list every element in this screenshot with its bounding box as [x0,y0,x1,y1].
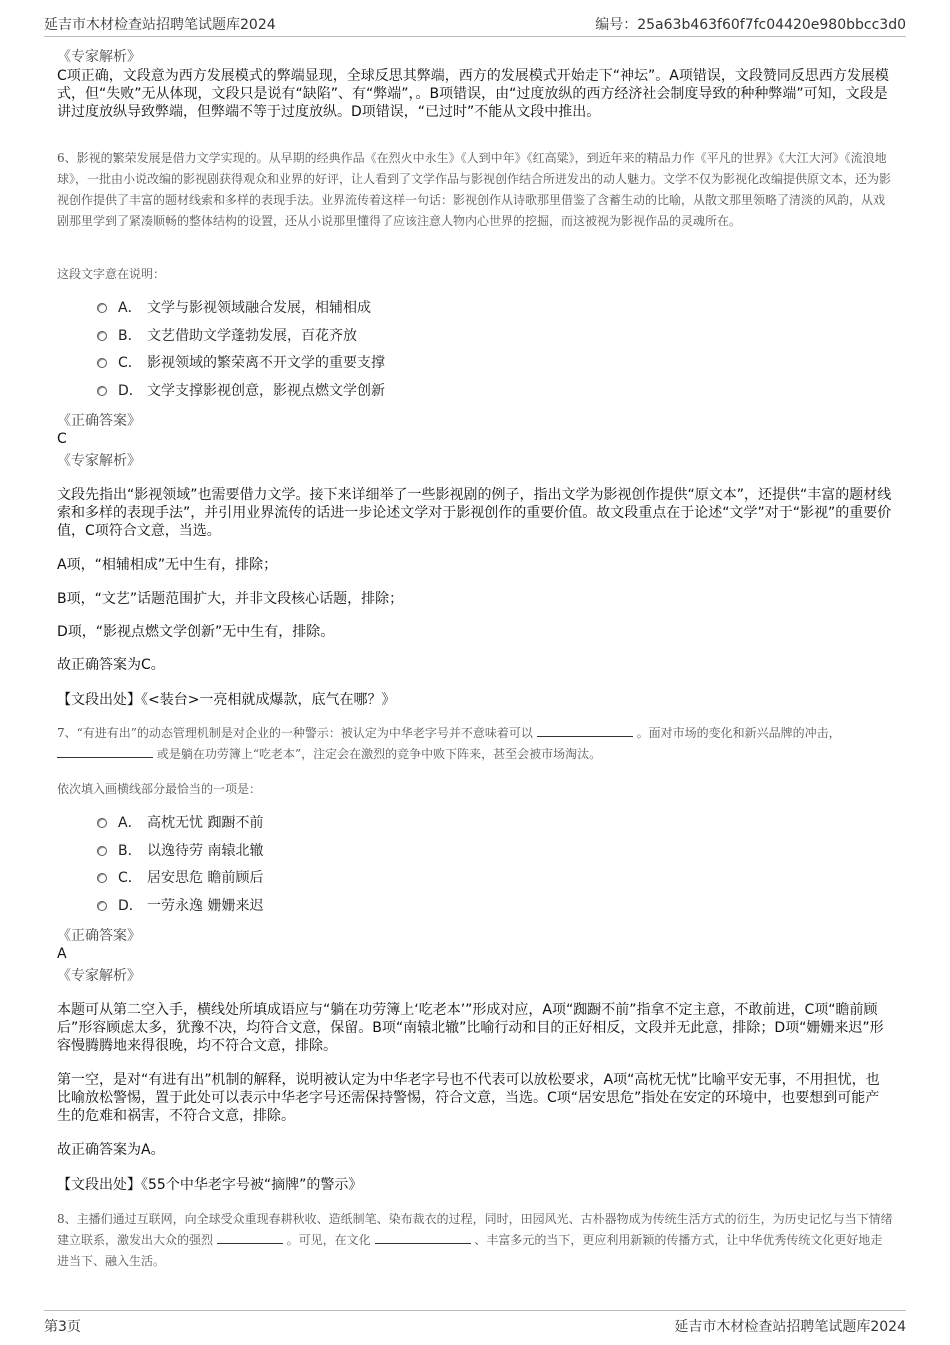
q6-analysis-p2: A项，“相辅相成”无中生有，排除； [57,557,278,573]
radio-icon[interactable] [97,358,107,368]
page-header [44,0,906,37]
page-number: 第3页 [44,1319,81,1335]
q7-stem-part-a: 7、“有进有出”的动态管理机制是对企业的一种警示：被认定为中华老字号并不意味着可以 [57,726,533,740]
q7-analysis-p1: 本题可从第二空入手，横线处所填成语应与“躺在功劳簿上‘吃老本’”形成对应，A项“踟蹰不前”指拿不定主意，不敢前进，C项“瞻前顾后”形容顾虑太多，犹豫不决，均符合文意，保留。B项“南辕北辙”比喻行动和目的正好相反，文段并无此意，排除；D项“姗姗来迟”形容慢腾腾地来得很晚，均不符合文意，排除。 [57,1002,884,1054]
q7-source: 【文段出处】《55个中华老字号被“摘牌”的警示》 [57,1177,363,1193]
q7-answer-label: 《正确答案》 [57,928,141,944]
q6-analysis-p3: B项，“文艺”话题范围扩大，并非文段核心话题，排除； [57,591,404,607]
option-letter: C． [118,355,142,371]
option-letter: A． [118,300,142,316]
header-title: 延吉市木材检查站招聘笔试题库2024 [44,17,276,33]
q8-stem-part-c: 、丰富多元的当下，更应利用新颖的传播方式，让中华优秀传统文化更好地走进当下、融入生活。 [57,1233,883,1268]
q6-expert-label: 《专家解析》 [57,453,141,469]
q8-stem-part-b: 。可见，在文化 [286,1233,371,1247]
radio-icon[interactable] [97,846,107,856]
q6-answer-label: 《正确答案》 [57,413,141,429]
blank-line [375,1231,471,1244]
option-letter: D． [118,898,143,914]
q7-stem [57,723,893,765]
option-text: 以逸待劳 南辕北辙 [147,843,264,859]
header-doc-id: 编号：25a63b463f60f7fc04420e980bbcc3d0 [595,17,906,33]
option-text: 文学支撑影视创意，影视点燃文学创新 [147,383,385,399]
radio-icon[interactable] [97,331,107,341]
radio-icon[interactable] [97,901,107,911]
q7-analysis-p3: 故正确答案为A。 [57,1142,165,1158]
option-text: 文学与影视领域融合发展，相辅相成 [147,300,371,316]
q8-stem [57,1209,893,1272]
radio-icon[interactable] [97,303,107,313]
option-text: 高枕无忧 踟蹰不前 [147,815,264,831]
option-text: 居安思危 瞻前顾后 [147,870,264,886]
q7-analysis-p2: 第一空，是对“有进有出”机制的解释，说明被认定为中华老字号也不代表可以放松要求，A项“高枕无忧”比喻平安无事，不用担忧，也比喻放松警惕，置于此处可以表示中华老字号还需保持警惕，符合文意，当选。C项“居安思危”指处在安定的环境中，也要想到可能产生的危难和祸害，不符合文意，排除。 [57,1072,880,1124]
prev-expert-label: 《专家解析》 [57,49,141,65]
blank-line [537,724,633,737]
q7-expert-label: 《专家解析》 [57,968,141,984]
blank-line [217,1231,283,1244]
q7-stem-part-c: 或是躺在功劳簿上“吃老本”，注定会在激烈的竞争中败下阵来，甚至会被市场淘汰。 [156,747,602,761]
page-footer [44,1310,906,1341]
q6-analysis-p4: D项，“影视点燃文学创新”无中生有，排除。 [57,624,335,640]
option-letter: B． [118,328,142,344]
q6-source: 【文段出处】《<装台>一亮相就成爆款，底气在哪？》 [57,692,396,708]
option-text: 文艺借助文学蓬勃发展，百花齐放 [147,328,357,344]
q6-stem: 6、影视的繁荣发展是借力文学实现的。从早期的经典作品《在烈火中永生》《人到中年》《红高粱》，到近年来的精品力作《平凡的世界》《大江大河》《流浪地球》，一批由小说改编的影视剧获得观众和业界的好评，让人看到了文学作品与影视创作结合所迸发出的动人魅力。文学不仅为影视化改编提供原文本，还为影视创作提供了丰富的题材线索和多样的表现手法。业界流传着这样一句话：影视创作从诗歌那里借鉴了含蓄生动的比喻，从散文那里领略了清淡的风韵，从戏剧那里学到了紧凑顺畅的整体结构的设置，还从小说那里懂得了应该注意人物内心世界的挖掘，而这被视为影视作品的灵魂所在。 [57,151,892,228]
option-text: 一劳永逸 姗姗来迟 [147,898,264,914]
option-letter: B． [118,843,142,859]
option-letter: D． [118,383,143,399]
option-letter: C． [118,870,142,886]
q6-prompt: 这段文字意在说明： [57,267,166,281]
option-text: 影视领域的繁荣离不开文学的重要支撑 [147,355,385,371]
q7-answer: A [57,946,67,962]
q6-analysis-p1: 文段先指出“影视领域”也需要借力文学。接下来详细举了一些影视剧的例子，指出文学为影视创作提供“原文本”，还提供“丰富的题材线索和多样的表现手法”，并引用业界流传的话进一步论述文学对于影视创作的重要价值。故文段重点在于论述“文学”对于“影视”的重要价值，C项符合文意，当选。 [57,487,892,539]
q7-prompt: 依次填入画横线部分最恰当的一项是： [57,782,262,796]
option-letter: A． [118,815,142,831]
q7-stem-part-b: 。面对市场的变化和新兴品牌的冲击， [636,726,841,740]
prev-analysis: C项正确，文段意为西方发展模式的弊端显现，全球反思其弊端，西方的发展模式开始走下“神坛”。A项错误，文段赞同反思西方发展模式，但“失败”无从体现，文段只是说有“缺陷”、有“弊端”，。B项错误，由“过度放纵的西方经济社会制度导致的种种弊端”可知，文段是讲过度放纵导致弊端，但弊端不等于过度放纵。D项错误，“已过时”不能从文段中推出。 [57,68,889,120]
radio-icon[interactable] [97,386,107,396]
radio-icon[interactable] [97,818,107,828]
blank-line [57,745,153,758]
radio-icon[interactable] [97,873,107,883]
footer-title: 延吉市木材检查站招聘笔试题库2024 [674,1319,906,1335]
q8-stem-part-a: 8、主播们通过互联网，向全球受众重现春耕秋收、造纸制笔、染布裁衣的过程，同时，田园风光、古朴器物成为传统生活方式的衍生，为历史记忆与当下情绪建立联系，激发出大众的强烈 [57,1212,893,1247]
q6-analysis-p5: 故正确答案为C。 [57,657,165,673]
q6-answer: C [57,431,67,447]
